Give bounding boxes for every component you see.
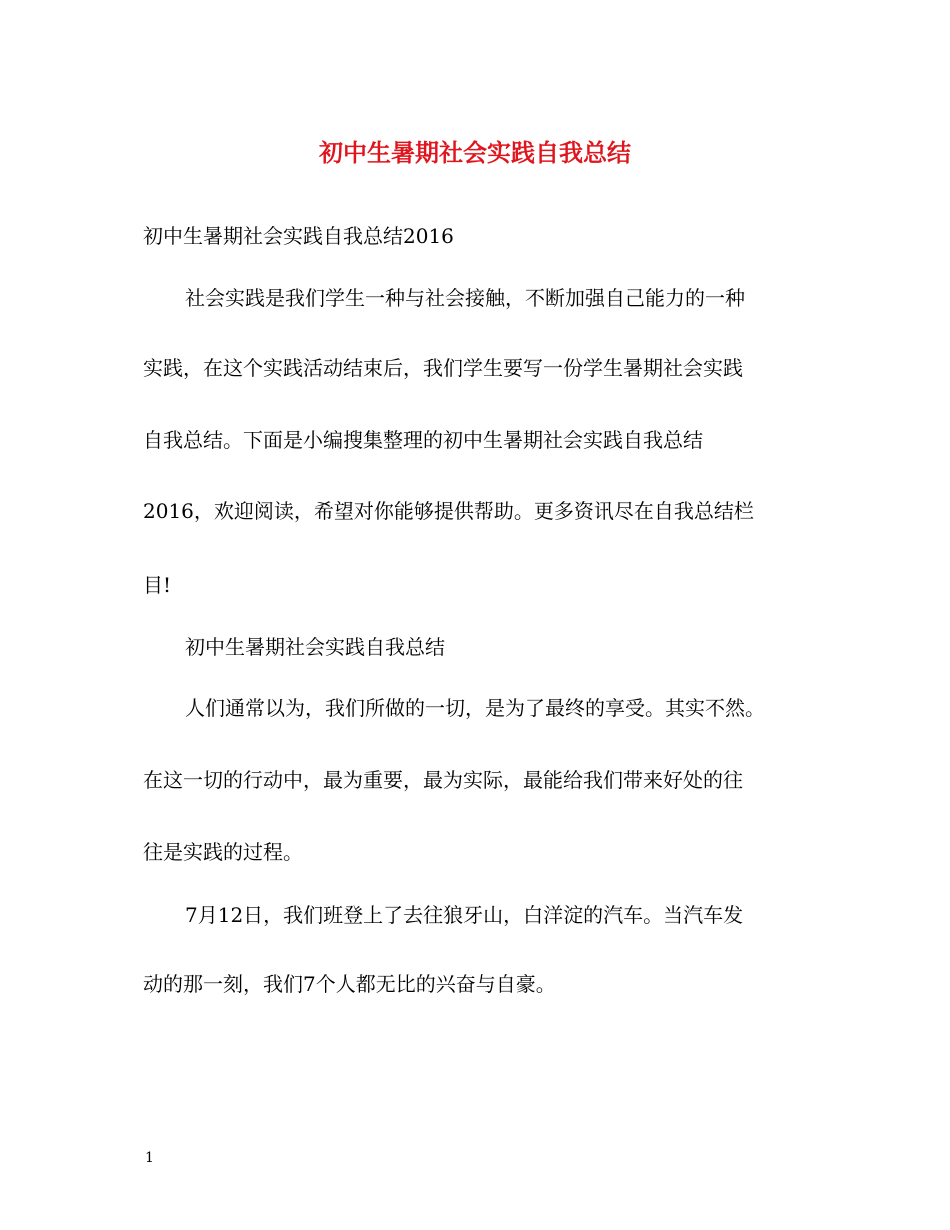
paragraph-1-line-1: 社会实践是我们学生一种与社会接触，不断加强自己能力的一种 (185, 286, 745, 310)
document-subtitle: 初中生暑期社会实践自我总结2016 (143, 224, 454, 248)
paragraph-1-line-5: 目! (143, 573, 172, 597)
paragraph-3-line-2: 动的那一刻，我们7个人都无比的兴奋与自豪。 (143, 972, 556, 996)
paragraph-2-line-2: 在这一切的行动中，最为重要，最为实际，最能给我们带来好处的往 (143, 768, 743, 792)
paragraph-1-line-3: 自我总结。下面是小编搜集整理的初中生暑期社会实践自我总结 (143, 428, 703, 452)
section-heading: 初中生暑期社会实践自我总结 (185, 635, 445, 659)
paragraph-2-line-1: 人们通常以为，我们所做的一切，是为了最终的享受。其实不然。 (185, 696, 765, 720)
paragraph-3-line-1: 7月12日，我们班登上了去往狼牙山，白洋淀的汽车。当汽车发 (185, 903, 744, 927)
page-number: 1 (145, 1150, 154, 1166)
document-title: 初中生暑期社会实践自我总结 (319, 138, 631, 167)
paragraph-1-line-4: 2016，欢迎阅读，希望对你能够提供帮助。更多资讯尽在自我总结栏 (143, 499, 754, 523)
paragraph-2-line-3: 往是实践的过程。 (143, 840, 303, 864)
paragraph-1-line-2: 实践，在这个实践活动结束后，我们学生要写一份学生暑期社会实践 (143, 356, 743, 380)
